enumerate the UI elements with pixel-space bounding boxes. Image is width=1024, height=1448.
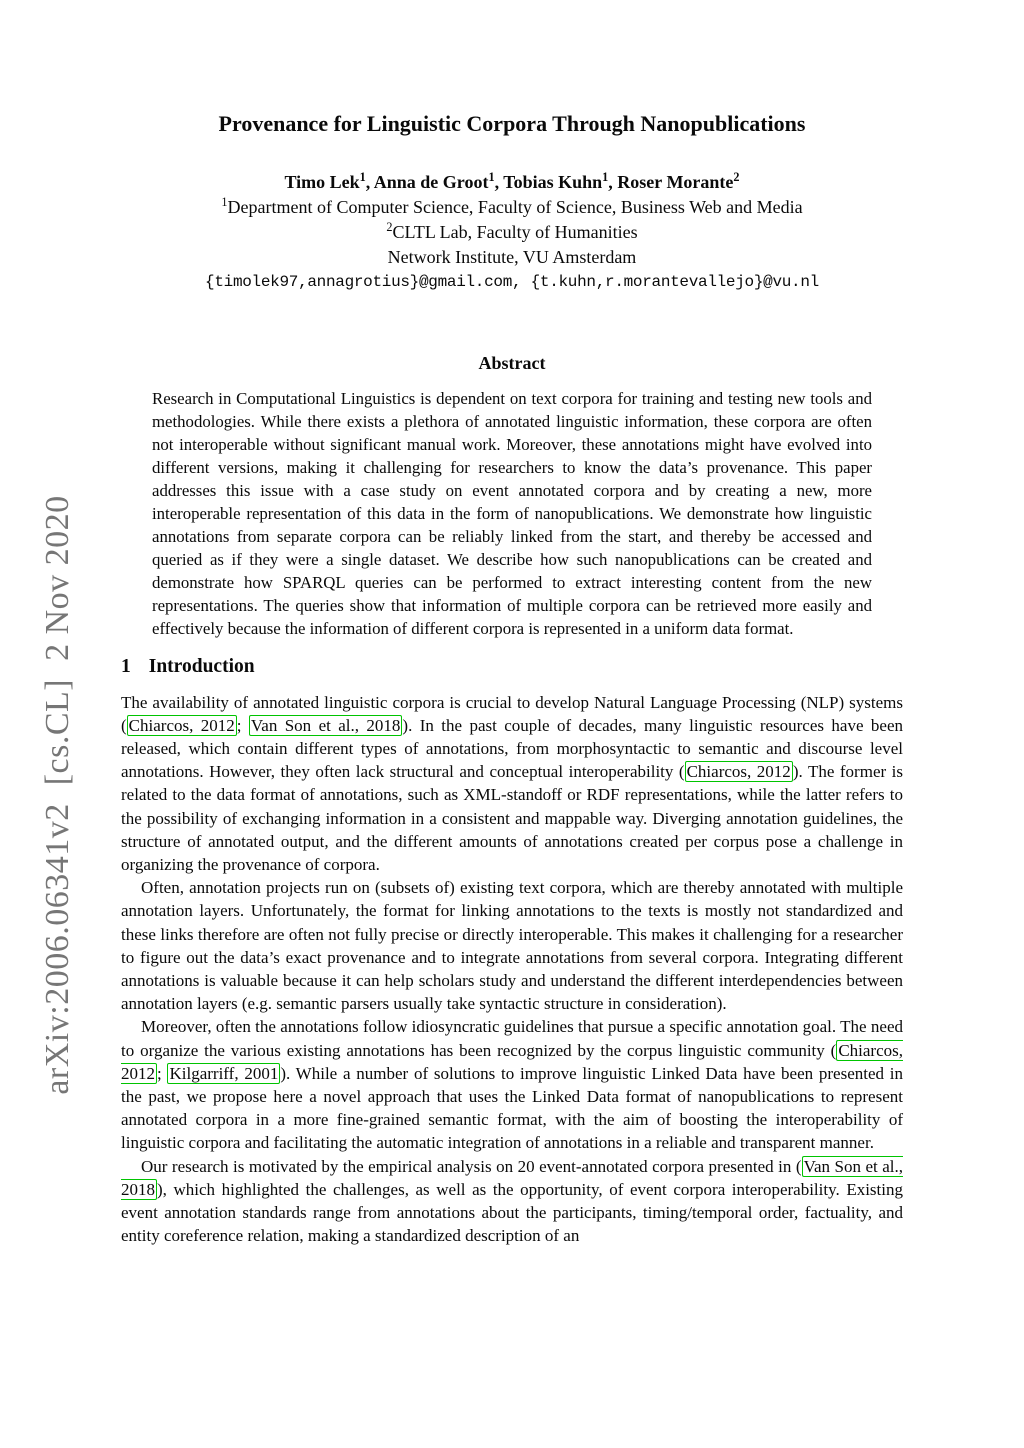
paragraph: Our research is motivated by the empirical analysis on 20 event-annotated corpora presented in ( Van Son et al., 2018 ), which highlighted the challenges, as well as the opportunity, of event corpora interoperability. Existing event annotation standards range from annotations about the participants, timing/temporal order, factuality, and entity coreference relation, making a standardized description of an xyxy=(121,1156,903,1246)
citation-link[interactable]: Van Son et al., 2018 xyxy=(250,715,401,735)
paragraph: Moreover, often the annotations follow idiosyncratic guidelines that pursue a specific annotation goal. The need to organize the various existing annotations has been recognized by the corpus linguistic community ( Chiarcos, 2012 ; Kilgarriff, 2001 ). While a number of solutions to improve linguistic Linked Data have been presented in the past, we propose here a novel approach that uses the Linked Data format of nanopublications to represent annotated corpora in a more fine-grained semantic format, with the aim of boosting the interoperability of linguistic corpora and facilitating the automatic integration of annotations in a reliable and transparent manner. xyxy=(121,1017,903,1153)
section-title: Introduction xyxy=(148,655,255,677)
arxiv-watermark: arXiv:2006.06341v2 [cs.CL] 2 Nov 2020 xyxy=(39,495,76,1095)
superscript: 2 xyxy=(733,169,740,184)
citation-link[interactable]: Kilgarriff, 2001 xyxy=(169,1063,279,1083)
institute-line: Network Institute, VU Amsterdam xyxy=(387,246,637,267)
superscript: 1 xyxy=(221,194,228,209)
abstract-text: Research in Computational Linguistics is dependent on text corpora for training and testing new tools and methodologies. While there exists a plethora of annotated linguistic information, these corpora are often not interoperable without significant manual work. Moreover, these annotations might have evolved into different versions, making it challenging for researchers to know the data’s provenance. This paper addresses this issue with a case study on event annotated corpora and by creating a new, more interoperable representation of this data in the form of nanopublications. We demonstrate how linguistic annotations from separate corpora can be reliably linked from the start, and thereby be accessed and queried as if they were a single dataset. We describe how such nanopublications can be created and demonstrate how SPARQL queries can be performed to extract interesting content from the new representations. The queries show that information of multiple corpora can be retrieved more easily and effectively because the information of different corpora is represented in a uniform data format. xyxy=(152,388,872,638)
emails-line: {timolek97,annagrotius}@gmail.com, {t.kuhn,r.morantevallejo}@vu.nl xyxy=(205,272,819,291)
authors-line: Timo Lek$^1$, Anna de Groot$^1$, Tobias Kuhn$^1$, Roser Morante$^2$ xyxy=(284,169,740,192)
paper-title: Provenance for Linguistic Corpora Through Nanopublications xyxy=(218,111,806,136)
paragraph: The availability of annotated linguistic corpora is crucial to develop Natural Language Processing (NLP) systems ( Chiarcos, 2012 ; Van Son et al., 2018 ). In the past couple of decades, many linguistic resources have been released, which contain different types of annotations, from morphosyntactic to semantic and discourse level annotations. However, they often lack structural and conceptual interoperability ( Chiarcos, 2012 ). The former is related to the data format of annotations, such as XML-standoff or RDF representations, while the latter refers to the possibility of exchanging information in a consistent and mappable way. Diverging annotation guidelines, the structure of annotated output, and the different amounts of annotations created per corpus pose a challenge in organizing the provenance of corpora. xyxy=(121,692,904,874)
superscript: 1 xyxy=(359,169,366,184)
citation-link[interactable]: Chiarcos, 2012 xyxy=(686,762,791,782)
paragraph: Often, annotation projects run on (subsets of) existing text corpora, which are thereby annotated with multiple annotation layers. Unfortunately, the format for linking annotations to the texts is mostly not standardized and these links therefore are often not fully precise or directly interoperable. This makes it challenging for a researcher to figure out the data’s exact provenance and to integrate annotations from several corpora. Integrating different annotations is valuable because it can help scholars study and understand the different interdependencies between annotation layers (e.g. semantic parsers usually take syntactic structure in consideration). xyxy=(121,878,903,1014)
affiliation-line-1: $^1$Department of Computer Science, Faculty of Science, Business Web and Media xyxy=(221,194,803,217)
affiliation-line-2: $^2$CLTL Lab, Faculty of Humanities xyxy=(386,219,638,242)
citation-link[interactable]: Chiarcos, 2012 xyxy=(128,715,235,735)
superscript: 1 xyxy=(488,169,495,184)
superscript: 1 xyxy=(602,169,609,184)
section-number: 1 xyxy=(121,655,131,677)
citation-link[interactable]: Van Son et al., 2018 xyxy=(121,1156,903,1199)
citation-link[interactable]: Chiarcos, 2012 xyxy=(121,1040,903,1083)
paper-content xyxy=(121,0,903,1247)
section-heading-introduction xyxy=(121,656,903,678)
superscript: 2 xyxy=(386,219,393,234)
abstract-heading: Abstract xyxy=(478,352,546,373)
